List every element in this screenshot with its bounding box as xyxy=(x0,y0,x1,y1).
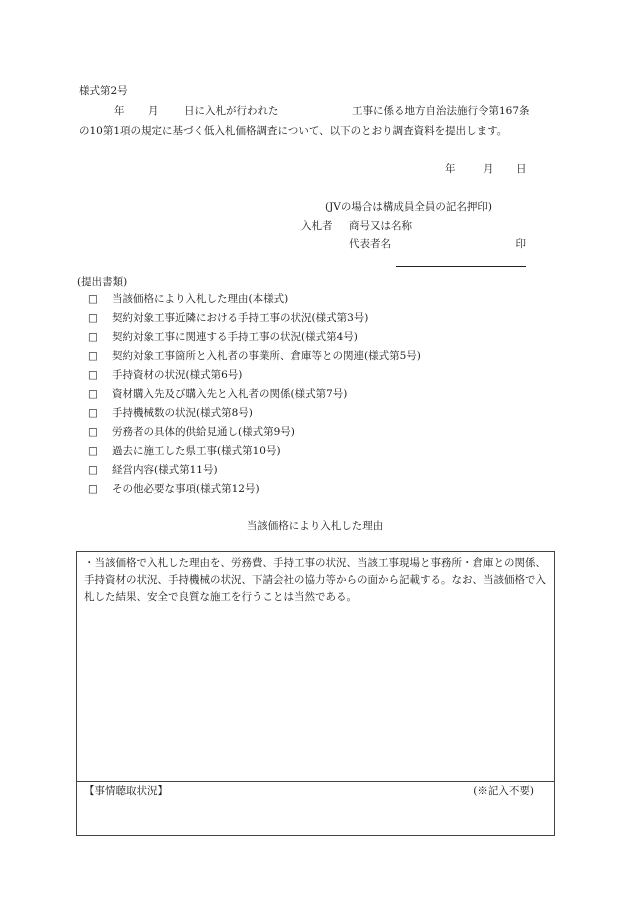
checkbox-icon[interactable]: □ xyxy=(88,331,98,343)
checklist-label: 契約対象工事に関連する手持工事の状況(様式第4号) xyxy=(112,331,358,343)
checklist-label: 手持資材の状況(様式第6号) xyxy=(112,369,243,381)
hearing-note: (※記入不要) xyxy=(473,785,534,797)
hearing-status-label: 【事情聴取状況】 xyxy=(84,785,168,797)
checkbox-icon[interactable]: □ xyxy=(88,426,98,438)
checklist-label: その他必要な事項(様式第12号) xyxy=(112,483,260,495)
checklist-item[interactable] xyxy=(88,461,421,480)
checkbox-icon[interactable]: □ xyxy=(88,445,98,457)
date-month-label: 月 xyxy=(483,163,494,175)
checklist-label: 過去に施工した県工事(様式第10号) xyxy=(112,445,281,457)
checkbox-icon[interactable]: □ xyxy=(88,483,98,495)
checklist-item[interactable] xyxy=(88,290,421,309)
company-name-label: 商号又は名称 xyxy=(349,220,412,232)
checkbox-icon[interactable]: □ xyxy=(88,350,98,362)
representative-line xyxy=(349,236,526,251)
checklist-item[interactable] xyxy=(88,480,421,499)
intro-work-clause: 工事に係る地方自治法施行令第167条 xyxy=(352,105,530,117)
reason-divider xyxy=(77,781,554,782)
checklist-label: 手持機械数の状況(様式第8号) xyxy=(112,407,253,419)
reason-field[interactable]: ・当該価格で入札した理由を、労務費、手持工事の状況、当該工事現場と事務所・倉庫との関係、手持資材の状況、手持機械の状況、下請会社の協力等からの面から記載する。なお、当該価格で入札した結果、安全で良質な施工を行うことは当然である。 xyxy=(84,557,546,603)
intro-month-label: 月 xyxy=(148,105,159,117)
checklist-label: 労務者の具体的供給見通し(様式第9号) xyxy=(112,426,295,438)
checkbox-icon[interactable]: □ xyxy=(88,388,98,400)
checklist-item[interactable] xyxy=(88,366,421,385)
checkbox-icon[interactable]: □ xyxy=(88,293,98,305)
checklist-item[interactable] xyxy=(88,404,421,423)
date-day-label: 日 xyxy=(516,163,527,175)
signature-line xyxy=(396,266,526,267)
intro-year-label: 年 xyxy=(114,105,125,117)
checklist-item[interactable] xyxy=(88,423,421,442)
bidder-label: 入札者 xyxy=(301,220,333,232)
intro-line-2: の10第1項の規定に基づく低入札価格調査について、以下のとおり調査資料を提出します。 xyxy=(79,125,508,137)
jv-note: (JVの場合は構成員全員の記名押印) xyxy=(325,201,492,213)
bidder-line xyxy=(301,218,412,233)
date-year-label: 年 xyxy=(445,163,456,175)
checklist-item[interactable] xyxy=(88,309,421,328)
checklist-label: 経営内容(様式第11号) xyxy=(112,464,218,476)
reason-box xyxy=(76,551,555,836)
checkbox-icon[interactable]: □ xyxy=(88,464,98,476)
intro-day-bid-text: 日に入札が行われた xyxy=(184,105,279,117)
seal-mark: 印 xyxy=(515,238,526,250)
documents-heading: (提出書類) xyxy=(77,276,128,288)
checklist-label: 契約対象工事近隣における手持工事の状況(様式第3号) xyxy=(112,312,369,324)
checklist-item[interactable] xyxy=(88,442,421,461)
checklist-item[interactable] xyxy=(88,347,421,366)
checklist-label: 当該価格により入札した理由(本様式) xyxy=(112,293,289,305)
checklist-item[interactable] xyxy=(88,385,421,404)
form-number: 様式第2号 xyxy=(79,85,128,97)
checkbox-icon[interactable]: □ xyxy=(88,369,98,381)
checklist-label: 契約対象工事箇所と入札者の事業所、倉庫等との関連(様式第5号) xyxy=(112,350,421,362)
checkbox-icon[interactable]: □ xyxy=(88,312,98,324)
intro-line-1 xyxy=(79,103,554,117)
representative-label: 代表者名 xyxy=(349,238,391,250)
checkbox-icon[interactable]: □ xyxy=(88,407,98,419)
reason-section-title: 当該価格により入札した理由 xyxy=(246,520,384,532)
checklist-label: 資材購入先及び購入先と入札者の関係(様式第7号) xyxy=(112,388,348,400)
submission-date xyxy=(79,161,526,175)
checklist-item[interactable] xyxy=(88,328,421,347)
document-checklist xyxy=(88,290,421,499)
